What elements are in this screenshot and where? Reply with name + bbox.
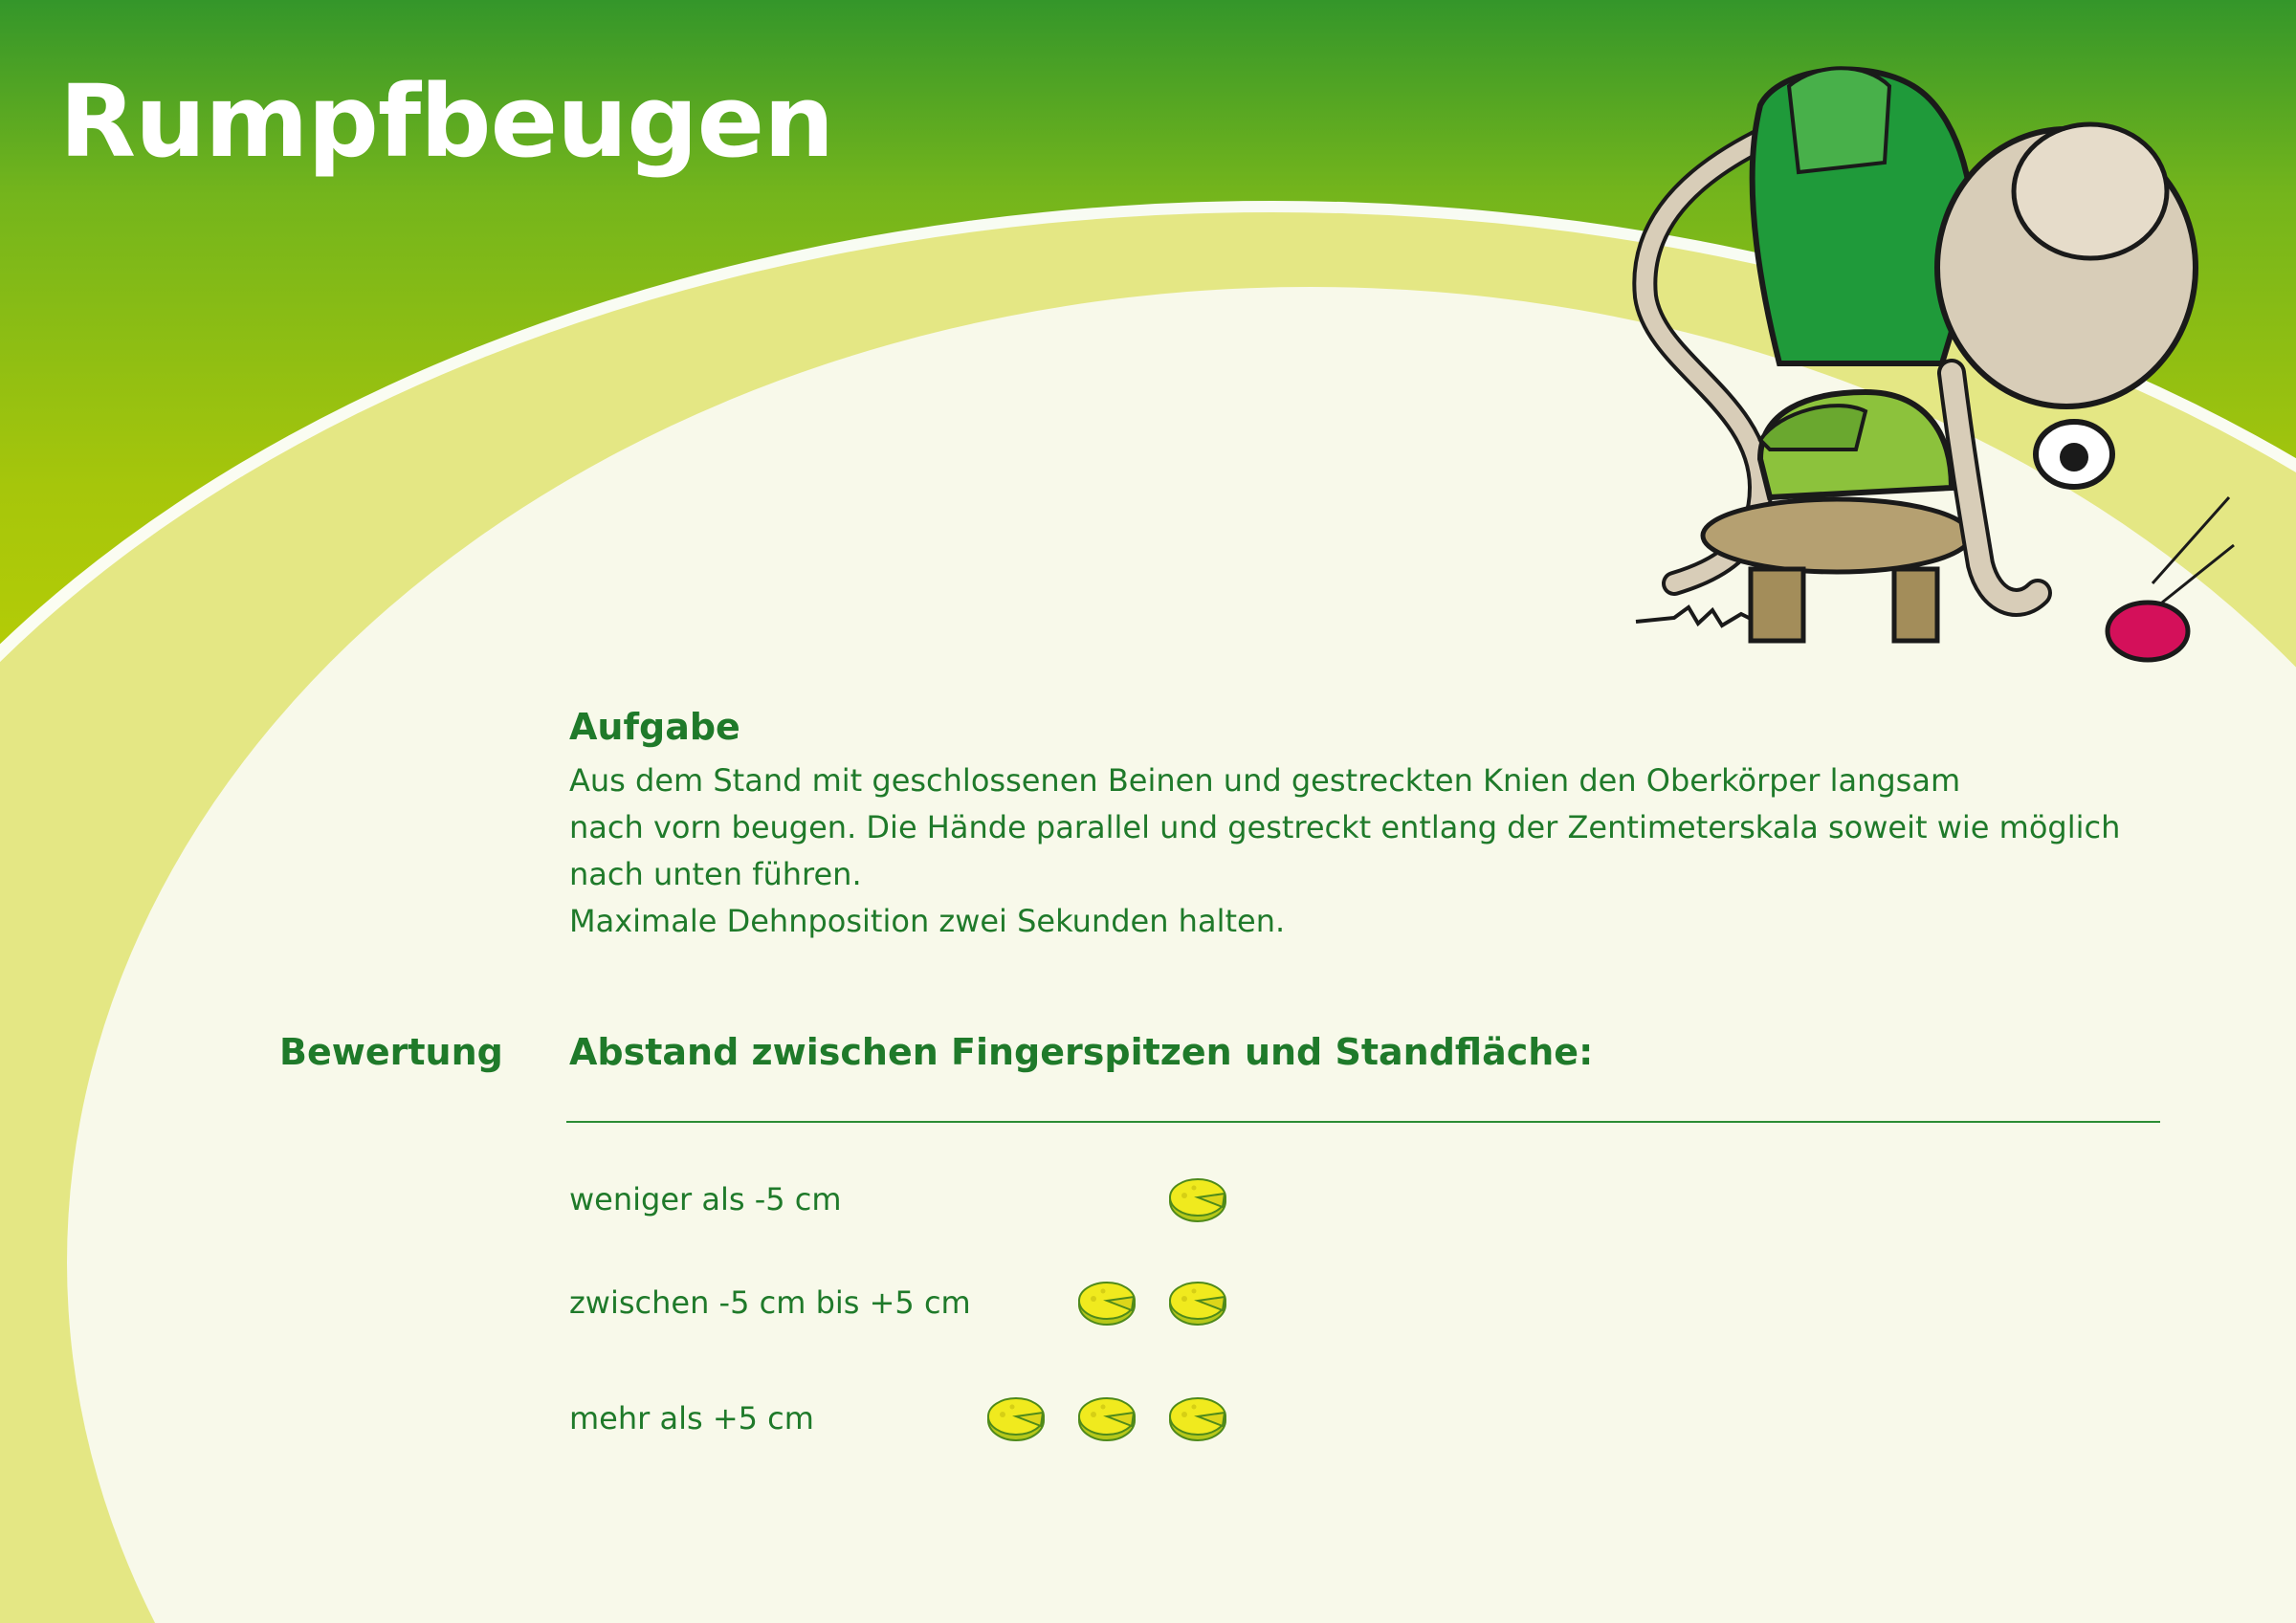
cheese-wheel-icon: [1167, 1174, 1228, 1224]
cheese-wheel-icon: [1167, 1278, 1228, 1327]
aufgabe-line: Aus dem Stand mit geschlossenen Beinen und gestreckten Knien den Oberkörper langsam: [569, 762, 1961, 799]
aufgabe-text: [569, 757, 2196, 945]
score-row-label: mehr als +5 cm: [569, 1400, 814, 1437]
score-row-label: weniger als -5 cm: [569, 1181, 842, 1217]
cheese-wheel-icon: [1076, 1393, 1137, 1443]
aufgabe-line: nach vorn beugen. Die Hände parallel und gestreckt entlang der Zentimeterskala soweit wie möglich: [569, 809, 2121, 845]
aufgabe-line: nach unten führen.: [569, 856, 862, 892]
score-row: [569, 1166, 1335, 1233]
cheese-wheel-icon: [985, 1393, 1047, 1443]
score-row: [569, 1269, 1335, 1336]
bewertung-heading: Abstand zwischen Fingerspitzen und Standfläche:: [569, 1031, 1594, 1073]
bewertung-label: Bewertung: [279, 1031, 503, 1073]
score-row-label: zwischen -5 cm bis +5 cm: [569, 1284, 971, 1321]
mouse-illustration: [1617, 48, 2248, 669]
score-row: [569, 1385, 1335, 1452]
aufgabe-line: Maximale Dehnposition zwei Sekunden halten.: [569, 903, 1286, 939]
cheese-wheel-icon: [1076, 1278, 1137, 1327]
page-title: Rumpfbeugen: [59, 63, 834, 180]
cheese-wheel-icon: [1167, 1393, 1228, 1443]
section-divider: [566, 1121, 2160, 1123]
aufgabe-heading: Aufgabe: [569, 706, 740, 748]
